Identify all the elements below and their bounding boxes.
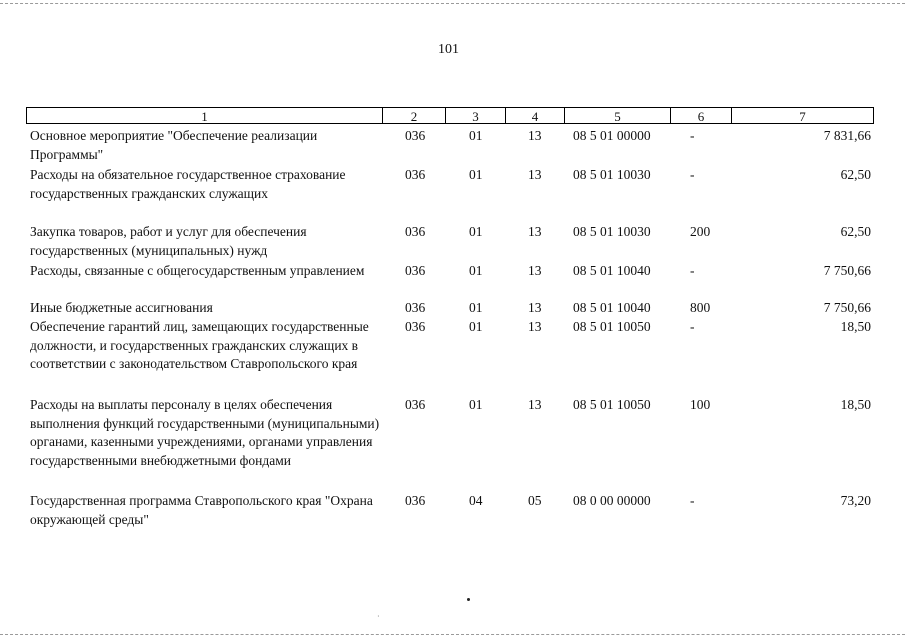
row-col-5: 08 5 01 10040 <box>573 300 651 315</box>
column-header-4: 4 <box>505 107 564 124</box>
row-col-4: 13 <box>528 224 542 239</box>
row-col-3: 01 <box>469 128 483 143</box>
row-col-6: 100 <box>690 397 711 412</box>
row-col-2: 036 <box>405 167 426 182</box>
page-number: 101 <box>438 42 459 57</box>
row-name: Расходы на выплаты персоналу в целях обеспечения выполнения функций государственными (муниципальными) органами, казенными учреждениями, органами управления государственными внебюджетными фондами <box>30 397 380 468</box>
row-col-4: 13 <box>528 319 542 334</box>
row-col-2: 036 <box>405 493 426 508</box>
row-col-4: 05 <box>528 493 542 508</box>
row-col-4: 13 <box>528 167 542 182</box>
row-col-5: 08 5 01 10030 <box>573 224 651 239</box>
column-header-5: 5 <box>564 107 670 124</box>
row-col-6: - <box>690 263 695 278</box>
row-name: Обеспечение гарантий лиц, замещающих государственные должности, и государственных гражданских служащих в соответствии с законодательством Ставропольского края <box>30 319 369 371</box>
column-header-3: 3 <box>445 107 505 124</box>
column-header-6: 6 <box>670 107 731 124</box>
row-col-3: 01 <box>469 397 483 412</box>
row-col-7: 62,50 <box>840 224 871 239</box>
row-col-4: 13 <box>528 128 542 143</box>
row-col-5: 08 5 01 00000 <box>573 128 651 143</box>
row-col-5: 08 5 01 10030 <box>573 167 651 182</box>
row-col-6: - <box>690 167 695 182</box>
row-col-7: 7 831,66 <box>823 128 871 143</box>
column-header-1: 1 <box>26 107 382 124</box>
row-col-6: 200 <box>690 224 711 239</box>
row-name: Основное мероприятие "Обеспечение реализации Программы" <box>30 128 318 162</box>
row-col-4: 13 <box>528 300 542 315</box>
row-col-3: 01 <box>469 300 483 315</box>
row-col-5: 08 0 00 00000 <box>573 493 651 508</box>
row-col-5: 08 5 01 10050 <box>573 319 651 334</box>
row-col-7: 18,50 <box>840 397 871 412</box>
row-col-3: 01 <box>469 167 483 182</box>
row-col-4: 13 <box>528 263 542 278</box>
column-header-7: 7 <box>731 107 874 124</box>
row-col-6: 800 <box>690 300 711 315</box>
row-col-3: 04 <box>469 493 483 508</box>
scan-edge-bottom <box>0 634 905 635</box>
scan-dot <box>467 598 470 601</box>
row-col-4: 13 <box>528 397 542 412</box>
row-name: Иные бюджетные ассигнования <box>30 300 213 315</box>
row-col-6: - <box>690 319 695 334</box>
row-col-3: 01 <box>469 224 483 239</box>
row-name: Расходы на обязательное государственное страхование государственных гражданских служащих <box>30 167 346 201</box>
row-name: Закупка товаров, работ и услуг для обеспечения государственных (муниципальных) нужд <box>30 224 307 258</box>
row-col-2: 036 <box>405 128 426 143</box>
row-col-6: - <box>690 493 695 508</box>
row-col-7: 18,50 <box>840 319 871 334</box>
row-col-7: 7 750,66 <box>823 300 871 315</box>
row-col-2: 036 <box>405 263 426 278</box>
row-col-3: 01 <box>469 263 483 278</box>
row-name: Расходы, связанные с общегосударственным управлением <box>30 263 365 278</box>
column-header-2: 2 <box>382 107 445 124</box>
row-col-6: - <box>690 128 695 143</box>
row-col-2: 036 <box>405 300 426 315</box>
row-col-5: 08 5 01 10050 <box>573 397 651 412</box>
row-col-2: 036 <box>405 397 426 412</box>
row-col-7: 62,50 <box>840 167 871 182</box>
row-col-7: 7 750,66 <box>823 263 871 278</box>
scan-edge-top <box>0 3 905 4</box>
row-col-5: 08 5 01 10040 <box>573 263 651 278</box>
row-col-7: 73,20 <box>840 493 871 508</box>
row-col-3: 01 <box>469 319 483 334</box>
row-name: Государственная программа Ставропольского края "Охрана окружающей среды" <box>30 493 373 527</box>
scan-speck: ⸒ <box>377 607 380 617</box>
row-col-2: 036 <box>405 319 426 334</box>
row-col-2: 036 <box>405 224 426 239</box>
